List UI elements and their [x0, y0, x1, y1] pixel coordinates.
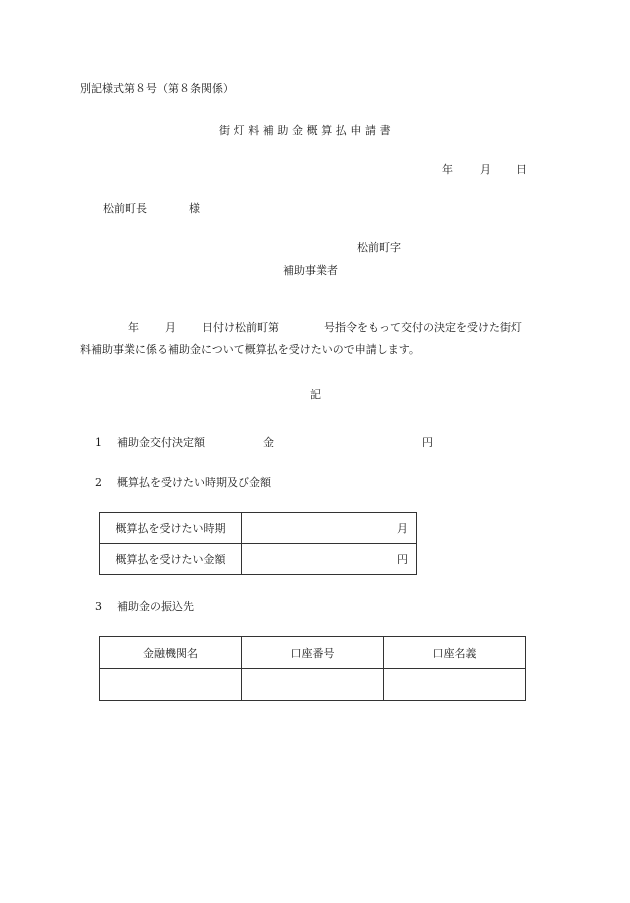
account-holder-cell[interactable]	[384, 669, 526, 701]
item-1-kin: 金	[263, 436, 274, 449]
body-year: 年	[128, 321, 139, 334]
applicant-role-label: 補助事業者	[283, 264, 338, 277]
account-number-cell[interactable]	[242, 669, 384, 701]
item-3-label: 補助金の振込先	[117, 600, 194, 613]
addressee-honorific: 様	[189, 202, 200, 215]
item-2-number: 2	[95, 476, 102, 489]
item-1-number: 1	[95, 436, 102, 449]
table-row	[100, 669, 526, 701]
table-header-row	[100, 637, 526, 669]
schedule-amount-label: 概算払を受けたい金額	[100, 544, 242, 575]
body-month: 月	[165, 321, 176, 334]
item-1-yen: 円	[422, 436, 433, 449]
schedule-amount-value[interactable]: 円	[242, 544, 417, 575]
body-paragraph-line-2: 料補助事業に係る補助金について概算払を受けたいので申請します。	[80, 343, 420, 356]
bank-name-header: 金融機関名	[100, 637, 242, 669]
item-2-label: 概算払を受けたい時期及び金額	[117, 476, 271, 489]
bank-table	[99, 636, 526, 701]
body-dated-prefix: 日付け松前町第	[202, 321, 279, 334]
account-holder-header: 口座名義	[384, 637, 526, 669]
schedule-table	[99, 512, 417, 575]
date-year-label: 年	[442, 163, 453, 176]
account-number-header: 口座番号	[242, 637, 384, 669]
item-1-label: 補助金交付決定額	[117, 436, 205, 449]
table-row	[100, 513, 417, 544]
item-3-number: 3	[95, 600, 102, 613]
ki-label: 記	[310, 388, 321, 401]
bank-name-cell[interactable]	[100, 669, 242, 701]
table-row	[100, 544, 417, 575]
addressee-name: 松前町長	[103, 202, 147, 215]
form-number: 別記様式第８号（第８条関係）	[80, 82, 234, 95]
schedule-period-value[interactable]: 月	[242, 513, 417, 544]
date-month-label: 月	[480, 163, 491, 176]
date-day-label: 日	[516, 163, 527, 176]
body-text-after-number: 号指令をもって交付の決定を受けた街灯	[324, 321, 522, 334]
applicant-address-label: 松前町字	[357, 241, 401, 254]
document-title: 街灯料補助金概算払申請書	[219, 124, 395, 137]
schedule-period-label: 概算払を受けたい時期	[100, 513, 242, 544]
